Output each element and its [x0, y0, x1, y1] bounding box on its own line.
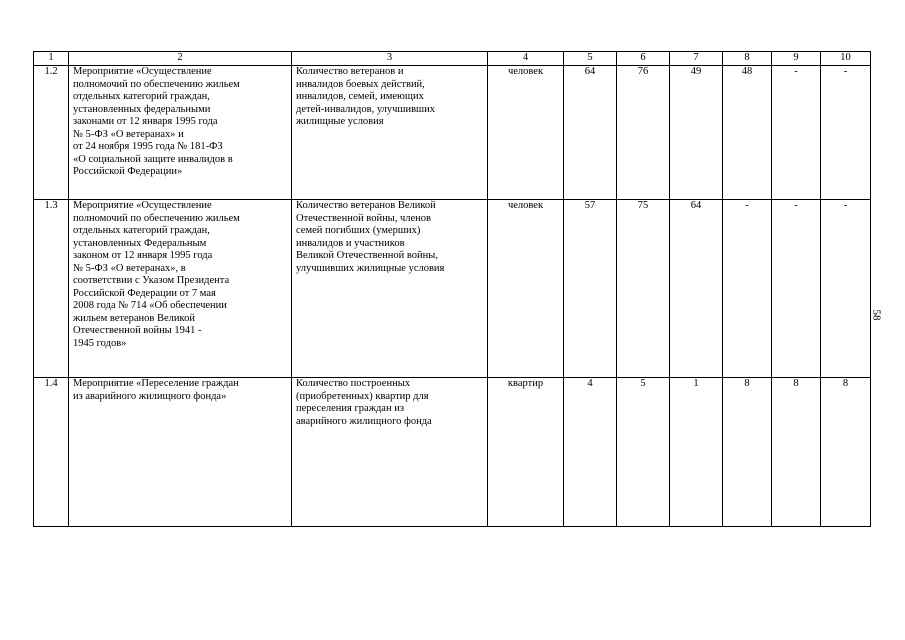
value-cell: 57	[564, 200, 617, 378]
measure-cell: Мероприятие «Осуществление полномочий по обеспечению жильем отдельных категорий граждан, установленных Федеральным законом от 12 января 1995 года № 5-ФЗ «О ветеранах», в соответствии с Указом Президента Российской Федерации от 7 мая 2008 года № 714 «Об обеспечении жильем ветеранов Великой Отечественной войны 1941 - 1945 годов»	[69, 200, 292, 378]
column-header: 7	[670, 52, 723, 66]
value-cell: -	[772, 66, 821, 200]
value-cell: -	[723, 200, 772, 378]
value-cell: 64	[564, 66, 617, 200]
indicator-cell: Количество ветеранов и инвалидов боевых действий, инвалидов, семей, имеющих детей-инвалидов, улучшивших жилищные условия	[292, 66, 488, 200]
table-row	[34, 200, 871, 378]
page-number: 58	[870, 309, 883, 321]
row-number: 1.4	[34, 378, 69, 527]
value-cell: 48	[723, 66, 772, 200]
column-header: 3	[292, 52, 488, 66]
indicator-cell: Количество построенных (приобретенных) квартир для переселения граждан из аварийного жилищного фонда	[292, 378, 488, 527]
column-header: 2	[69, 52, 292, 66]
column-header: 8	[723, 52, 772, 66]
value-cell: 5	[617, 378, 670, 527]
column-header: 9	[772, 52, 821, 66]
value-cell: -	[772, 200, 821, 378]
value-cell: 8	[821, 378, 871, 527]
value-cell: -	[821, 200, 871, 378]
table-row	[34, 378, 871, 527]
value-cell: 1	[670, 378, 723, 527]
column-header: 1	[34, 52, 69, 66]
table-row	[34, 66, 871, 200]
unit-cell: квартир	[488, 378, 564, 527]
value-cell: 4	[564, 378, 617, 527]
unit-cell: человек	[488, 200, 564, 378]
value-cell: 8	[723, 378, 772, 527]
value-cell: -	[821, 66, 871, 200]
unit-cell: человек	[488, 66, 564, 200]
header-row	[34, 52, 871, 66]
indicator-cell: Количество ветеранов Великой Отечественной войны, членов семей погибших (умерших) инвалидов и участников Великой Отечественной войны, улучшивших жилищные условия	[292, 200, 488, 378]
value-cell: 64	[670, 200, 723, 378]
column-header: 10	[821, 52, 871, 66]
column-header: 5	[564, 52, 617, 66]
column-header: 4	[488, 52, 564, 66]
row-number: 1.2	[34, 66, 69, 200]
value-cell: 76	[617, 66, 670, 200]
value-cell: 49	[670, 66, 723, 200]
value-cell: 75	[617, 200, 670, 378]
program-indicators-table	[33, 51, 871, 527]
measure-cell: Мероприятие «Переселение граждан из аварийного жилищного фонда»	[69, 378, 292, 527]
column-header: 6	[617, 52, 670, 66]
row-number: 1.3	[34, 200, 69, 378]
value-cell: 8	[772, 378, 821, 527]
measure-cell: Мероприятие «Осуществление полномочий по обеспечению жильем отдельных категорий граждан, установленных федеральными законами от 12 января 1995 года № 5-ФЗ «О ветеранах» и от 24 ноября 1995 года № 181-ФЗ «О социальной защите инвалидов в Российской Федерации»	[69, 66, 292, 200]
